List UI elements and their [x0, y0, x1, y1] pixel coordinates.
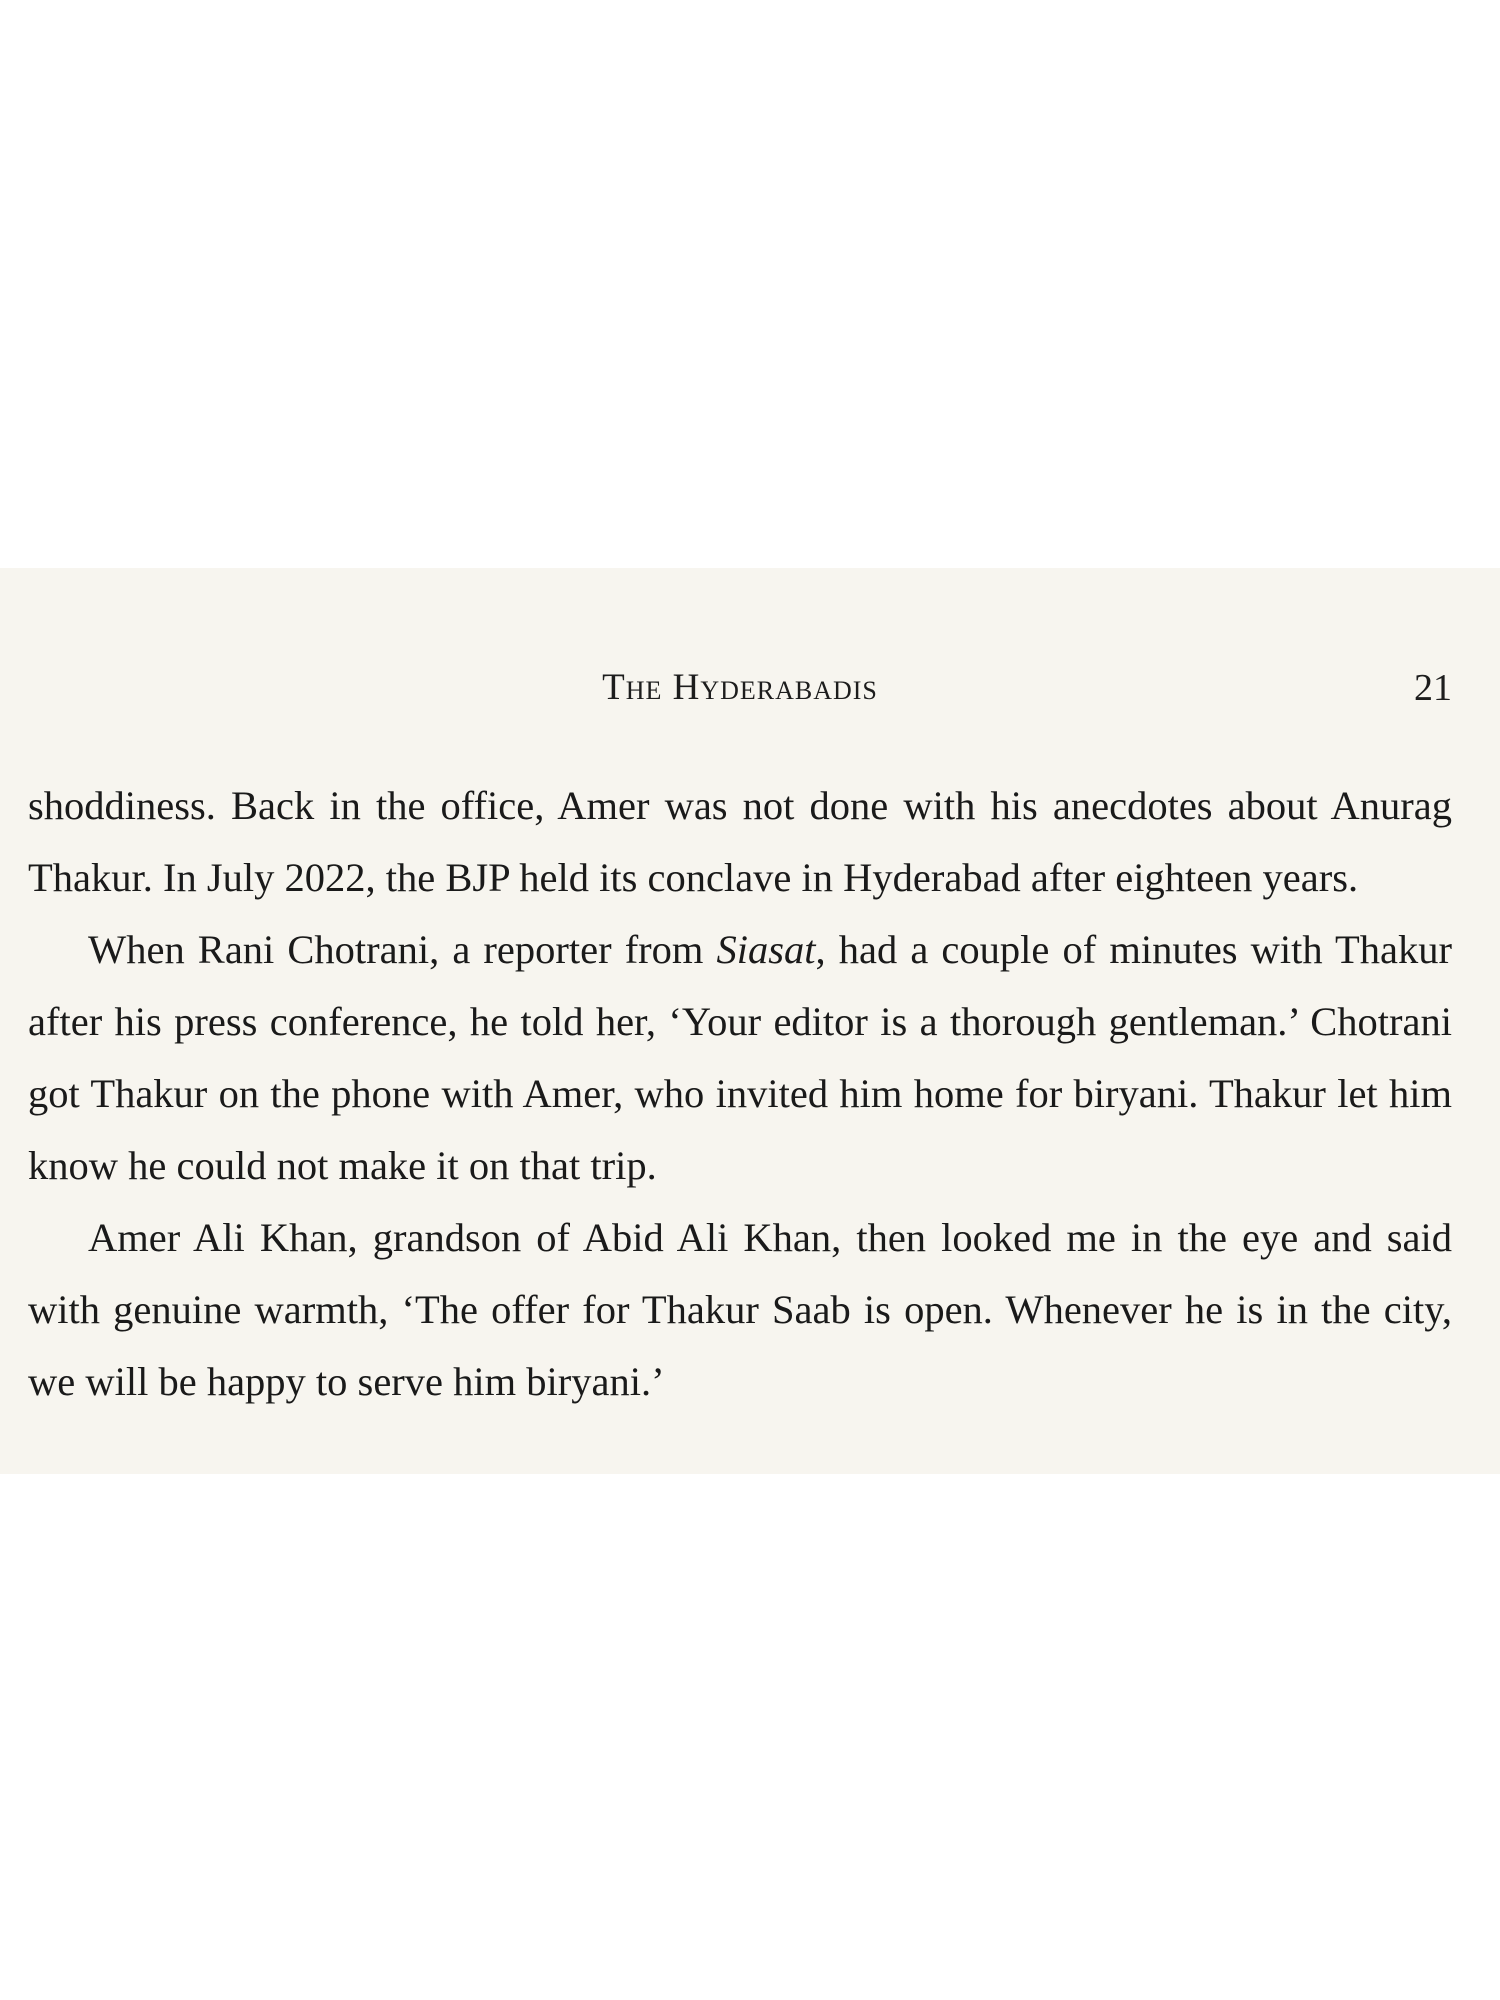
publication-name: Siasat: [716, 927, 816, 972]
running-header: [28, 666, 1452, 726]
paragraph-1: [28, 770, 1452, 914]
paragraph-2-text-end: , had a couple of minutes with Thakur after his press conference, he told her, ‘Your editor is a thorough gentleman.’ Chotrani got Thakur on the phone with Amer, who invited him home for biryani. Thakur let him know he could not make it on that trip.: [28, 927, 1452, 1188]
running-title: The Hyderabadis: [602, 667, 878, 708]
paragraph-2: [28, 914, 1452, 1202]
body-text: [28, 770, 1452, 1418]
page-number: 21: [1414, 667, 1452, 709]
paragraph-3-text: Amer Ali Khan, grandson of Abid Ali Khan, then looked me in the eye and said with genuine warmth, ‘The offer for Thakur Saab is open. Whenever he is in the city, we will be happy to serve him biryani.’: [28, 1215, 1452, 1404]
paragraph-2-text-start: When Rani Chotrani, a reporter from: [88, 927, 717, 972]
book-page: [0, 568, 1500, 1474]
paragraph-1-text: shoddiness. Back in the office, Amer was not done with his anecdotes about Anurag Thakur. In July 2022, the BJP held its conclave in Hyderabad after eighteen years.: [28, 783, 1452, 900]
paragraph-3: [28, 1202, 1452, 1418]
